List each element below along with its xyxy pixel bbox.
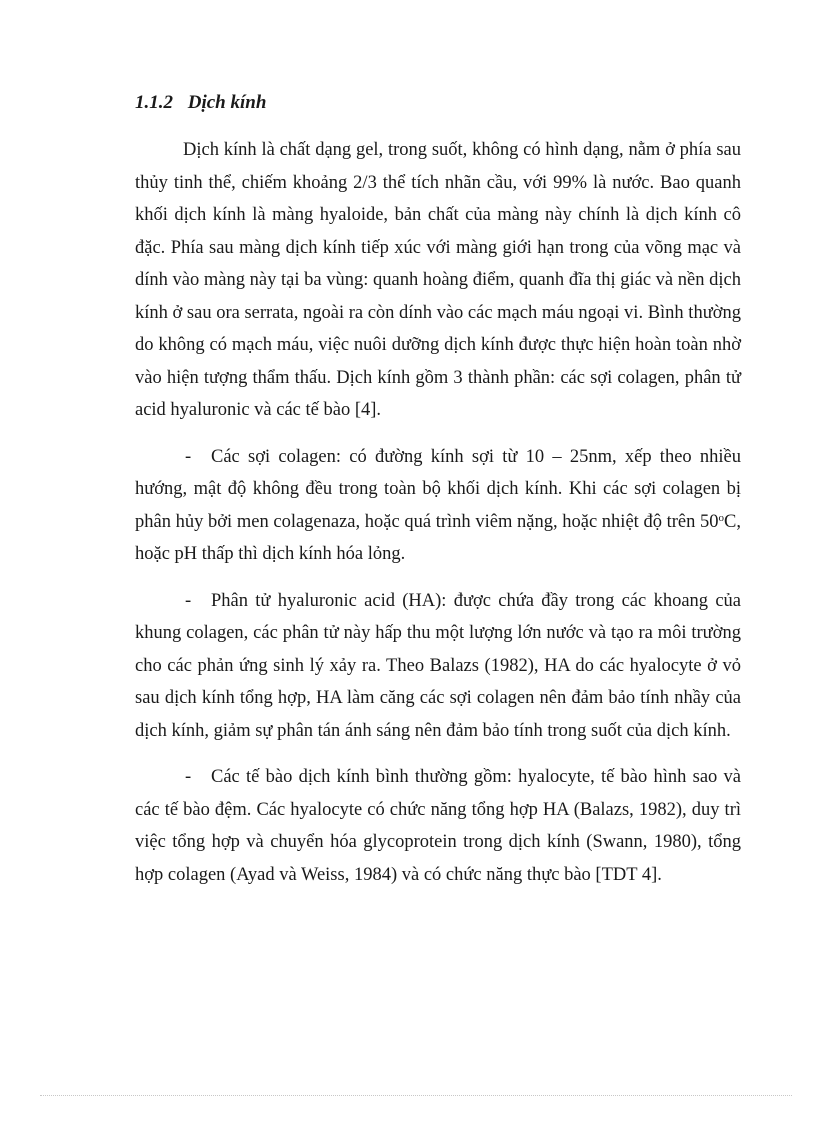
degree-symbol: o <box>718 511 725 524</box>
page-bottom-divider <box>40 1095 792 1096</box>
intro-paragraph: Dịch kính là chất dạng gel, trong suốt, không có hình dạng, nằm ở phía sau thủy tinh thể, chiếm khoảng 2/3 thể tích nhãn cầu, với 99% là nước. Bao quanh khối dịch kính là màng hyaloide, bản chất của màng này chính là dịch kính cô đặc. Phía sau màng dịch kính tiếp xúc với màng giới hạn trong của võng mạc và dính vào màng này tại ba vùng: quanh hoàng điểm, quanh đĩa thị giác và nền dịch kính ở sau ora serrata, ngoài ra còn dính vào các mạch máu ngoại vi. Bình thường do không có mạch máu, việc nuôi dưỡng dịch kính được thực hiện hoàn toàn nhờ vào hiện tượng thẩm thấu. Dịch kính gồm 3 thành phần: các sợi colagen, phân tử acid hyaluronic và các tế bào [4]. <box>135 140 742 420</box>
bullet-collagen-tail: C, hoặc pH thấp thì dịch kính hóa lỏng. <box>135 511 741 564</box>
bullet-dash: - <box>185 446 192 467</box>
bullet-hyaluronic-text: Phân tử hyaluronic acid (HA): được chứa đầy trong các khoang của khung colagen, các phân tử này hấp thu một lượng lớn nước và tạo ra môi trường cho các phản ứng sinh lý xảy ra. Theo Balazs (1982), HA do các hyalocyte ở vỏ sau dịch kính tổng hợp, HA làm căng các sợi colagen nên đảm bảo tính nhầy của dịch kính, giảm sự phân tán ánh sáng nên đảm bảo tính trong suốt của dịch kính. <box>135 590 741 741</box>
bullet-cells <box>135 761 741 891</box>
bullet-cells-text: Các tế bào dịch kính bình thường gồm: hyalocyte, tế bào hình sao và các tế bào đệm. Các hyalocyte có chức năng tổng hợp HA (Balazs, 1982), duy trì việc tổng hợp và chuyển hóa glycoprotein trong dịch kính (Swann, 1980), tổng hợp colagen (Ayad và Weiss, 1984) và có chức năng thực bào [TDT 4]. <box>135 767 741 885</box>
section-title: Dịch kính <box>187 92 267 113</box>
section-body <box>135 134 741 905</box>
section-heading <box>135 92 266 114</box>
section-number: 1.1.2 <box>135 92 173 113</box>
bullet-collagen-text: Các sợi colagen: có đường kính sợi từ 10 – 25nm, xếp theo nhiều hướng, mật độ không đều trong toàn bộ khối dịch kính. Khi các sợi colagen bị phân hủy bởi men colagenaza, hoặc quá trình viêm nặng, hoặc nhiệt độ trên 50 <box>135 446 741 532</box>
bullet-hyaluronic <box>135 585 741 748</box>
bullet-dash: - <box>185 590 192 611</box>
bullet-dash: - <box>185 767 192 787</box>
bullet-collagen <box>135 441 741 571</box>
